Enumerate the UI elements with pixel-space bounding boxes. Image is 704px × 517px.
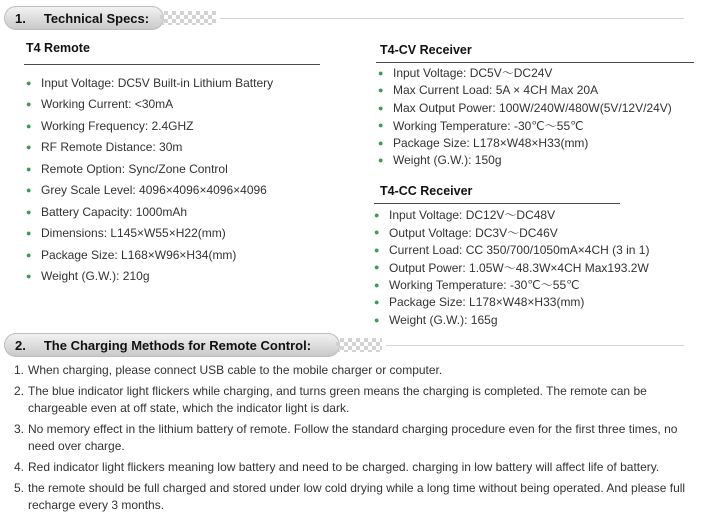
bullet-icon: ● bbox=[378, 137, 384, 148]
t4-remote-spec-list bbox=[26, 72, 273, 287]
spec-item bbox=[26, 266, 273, 288]
section-divider bbox=[220, 18, 684, 19]
spec-text: Current Load: CC 350/700/1050mA×4CH (3 in 1) bbox=[389, 242, 650, 257]
bullet-icon: ● bbox=[26, 142, 32, 153]
spec-item bbox=[378, 134, 672, 152]
charging-item bbox=[14, 362, 700, 379]
item-text: the remote should be full charged and stored under low cold drying while a long time without being operated. And please full recharge every 3 months. bbox=[28, 481, 686, 512]
bullet-icon: ● bbox=[26, 271, 32, 282]
t4-cv-spec-list bbox=[378, 64, 672, 169]
bullet-icon: ● bbox=[26, 206, 32, 217]
spec-text: Working Temperature: -30℃～55℃ bbox=[389, 278, 580, 293]
spec-item bbox=[26, 137, 273, 159]
spec-text: Package Size: L178×W48×H33(mm) bbox=[389, 295, 585, 310]
spec-text: Input Voltage: DC5V Built-in Lithium Battery bbox=[41, 75, 274, 90]
spec-item bbox=[374, 311, 649, 329]
spec-text: Weight (G.W.): 165g bbox=[389, 312, 498, 327]
spec-item bbox=[26, 158, 273, 180]
bullet-icon: ● bbox=[374, 244, 380, 255]
spec-item bbox=[26, 244, 273, 266]
t4-cv-title: T4-CV Receiver bbox=[380, 43, 472, 57]
section-pill bbox=[4, 6, 164, 30]
spec-item bbox=[26, 180, 273, 202]
spec-text: Output Voltage: DC3V～DC46V bbox=[389, 225, 558, 240]
section-pill bbox=[4, 333, 340, 357]
item-number: 1. bbox=[14, 363, 25, 377]
spec-item bbox=[26, 223, 273, 245]
item-text: No memory effect in the lithium battery of remote. Follow the standard charging procedure even for the first three times, no need over charge. bbox=[28, 422, 678, 453]
t4-remote-rule bbox=[24, 64, 320, 65]
spec-item bbox=[378, 64, 672, 82]
bullet-icon: ● bbox=[378, 67, 384, 78]
spec-text: Max Output Power: 100W/240W/480W(5V/12V/24V) bbox=[393, 100, 672, 115]
charging-instructions-list bbox=[14, 362, 700, 517]
spec-item bbox=[378, 117, 672, 135]
spec-item bbox=[26, 115, 273, 137]
spec-text: Input Voltage: DC12V～DC48V bbox=[389, 208, 556, 223]
spec-text: Grey Scale Level: 4096×4096×4096×4096 bbox=[41, 183, 267, 198]
section-divider bbox=[386, 345, 684, 346]
spec-text: Working Temperature: -30℃～55℃ bbox=[393, 118, 584, 133]
item-number: 2. bbox=[14, 384, 25, 398]
spec-text: Remote Option: Sync/Zone Control bbox=[41, 161, 228, 176]
item-text: The blue indicator light flickers while charging, and turns green means the charging is completed. The remote can be chargeable even at off state, which the indicator light is dark. bbox=[28, 384, 647, 415]
t4-cc-rule bbox=[374, 203, 620, 204]
section-number: 1. bbox=[15, 10, 26, 26]
item-number: 3. bbox=[14, 422, 25, 436]
spec-item bbox=[26, 201, 273, 223]
charging-item bbox=[14, 421, 700, 455]
charging-item bbox=[14, 459, 700, 476]
spec-text: Weight (G.W.): 210g bbox=[41, 269, 150, 284]
bullet-icon: ● bbox=[378, 155, 384, 166]
spec-text: Battery Capacity: 1000mAh bbox=[41, 204, 188, 219]
bullet-icon: ● bbox=[26, 249, 32, 260]
spec-item bbox=[374, 241, 649, 259]
spec-text: Working Current: <30mA bbox=[41, 97, 174, 112]
item-text: When charging, please connect USB cable to the mobile charger or computer. bbox=[28, 363, 443, 377]
spec-item bbox=[374, 206, 649, 224]
spec-item bbox=[374, 276, 649, 294]
item-text: Red indicator light flickers meaning low battery and need to be charged. charging in low battery will affect life of battery. bbox=[28, 460, 660, 474]
spec-text: Dimensions: L145×W55×H22(mm) bbox=[41, 226, 226, 241]
t4-cc-title: T4-CC Receiver bbox=[380, 184, 473, 198]
charging-item bbox=[14, 480, 700, 514]
spec-text: RF Remote Distance: 30m bbox=[41, 140, 183, 155]
bullet-icon: ● bbox=[26, 77, 32, 88]
bullet-icon: ● bbox=[26, 163, 32, 174]
bullet-icon: ● bbox=[26, 228, 32, 239]
spec-text: Max Current Load: 5A × 4CH Max 20A bbox=[393, 83, 599, 98]
bullet-icon: ● bbox=[378, 102, 384, 113]
item-number: 4. bbox=[14, 460, 25, 474]
spec-item bbox=[26, 72, 273, 94]
section-header-charging bbox=[0, 333, 690, 357]
charging-item bbox=[14, 383, 700, 417]
bullet-icon: ● bbox=[374, 227, 380, 238]
t4-cc-spec-list bbox=[374, 206, 649, 329]
spec-item bbox=[374, 259, 649, 277]
spec-text: Output Power: 1.05W～48.3W×4CH Max193.2W bbox=[389, 260, 649, 275]
t4-cv-rule bbox=[376, 62, 694, 63]
item-number: 5. bbox=[14, 481, 25, 495]
spec-item bbox=[374, 294, 649, 312]
spec-text: Package Size: L178×W48×H33(mm) bbox=[393, 135, 589, 150]
bullet-icon: ● bbox=[26, 99, 32, 110]
bullet-icon: ● bbox=[26, 185, 32, 196]
spec-text: Working Frequency: 2.4GHZ bbox=[41, 118, 194, 133]
section-header-technical-specs bbox=[0, 6, 690, 30]
bullet-icon: ● bbox=[374, 297, 380, 308]
spec-item bbox=[374, 224, 649, 242]
spec-text: Input Voltage: DC5V～DC24V bbox=[393, 66, 553, 81]
checker-decoration bbox=[336, 338, 382, 352]
spec-text: Weight (G.W.): 150g bbox=[393, 153, 502, 168]
section-title: Technical Specs: bbox=[43, 10, 150, 26]
section-title: The Charging Methods for Remote Control: bbox=[43, 337, 312, 353]
bullet-icon: ● bbox=[374, 209, 380, 220]
section-number: 2. bbox=[15, 337, 26, 353]
spec-item bbox=[26, 94, 273, 116]
bullet-icon: ● bbox=[378, 120, 384, 131]
bullet-icon: ● bbox=[374, 279, 380, 290]
bullet-icon: ● bbox=[374, 314, 380, 325]
bullet-icon: ● bbox=[374, 262, 380, 273]
spec-text: Package Size: L168×W96×H34(mm) bbox=[41, 247, 237, 262]
spec-item bbox=[378, 99, 672, 117]
bullet-icon: ● bbox=[378, 85, 384, 96]
spec-item bbox=[378, 152, 672, 170]
spec-item bbox=[378, 82, 672, 100]
bullet-icon: ● bbox=[26, 120, 32, 131]
t4-remote-title: T4 Remote bbox=[26, 41, 90, 55]
checker-decoration bbox=[160, 11, 216, 25]
